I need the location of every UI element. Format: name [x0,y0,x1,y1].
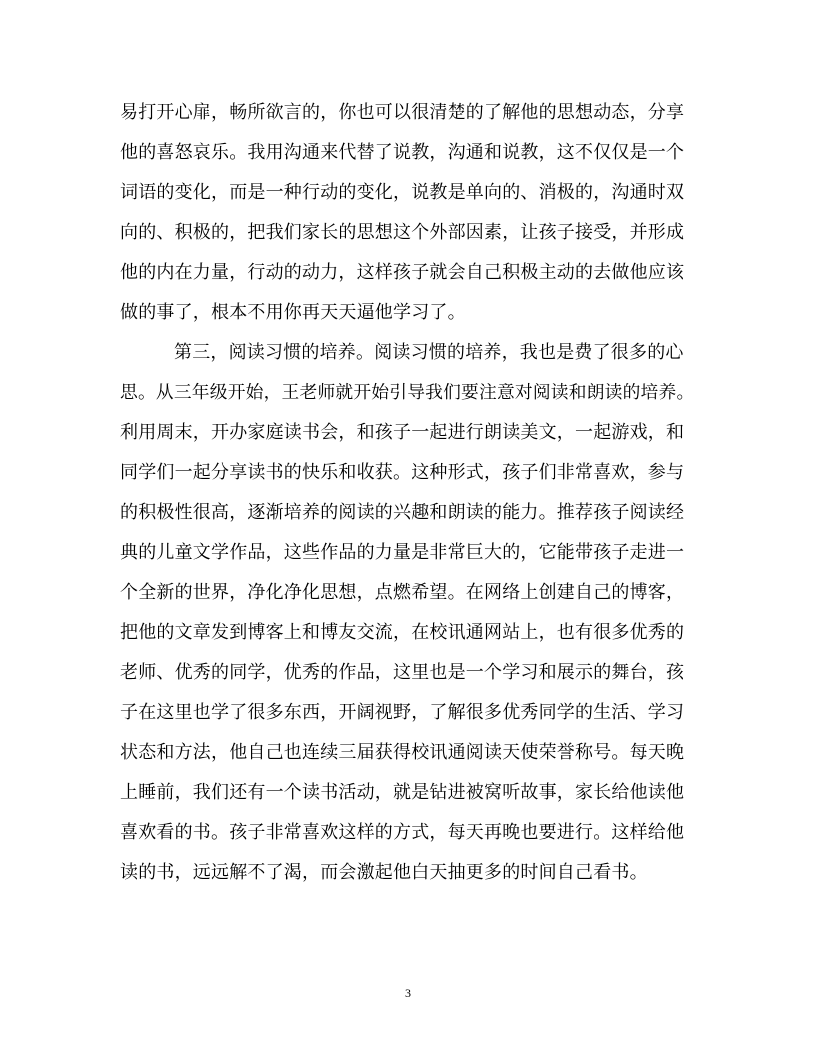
text-line: 思。从三年级开始，王老师就开始引导我们要注意对阅读和朗读的培养。 [120,383,695,403]
text-line: 读的书，远远解不了渴，而会激起他白天抽更多的时间自己看书。 [120,862,648,883]
text-line: 上睡前，我们还有一个读书活动，就是钻进被窝听故事，家长给他读他 [120,782,685,803]
text-line: 词语的变化，而是一种行动的变化，说教是单向的、消极的，沟通时双 [120,182,685,203]
text-line: 典的儿童文学作品，这些作品的力量是非常巨大的，它能带孩子走进一 [120,542,685,563]
text-line: 他的喜怒哀乐。我用沟通来代替了说教，沟通和说教，这不仅仅是一个 [120,142,685,163]
text-line: 向的、积极的，把我们家长的思想这个外部因素，让孩子接受，并形成 [120,222,685,243]
text-line: 做的事了，根本不用你再天天逼他学习了。 [120,302,466,323]
paragraph-first-line: 第三，阅读习惯的培养。阅读习惯的培养，我也是费了很多的心 [174,342,684,363]
text-line: 同学们一起分享读书的快乐和收获。这种形式，孩子们非常喜欢，参与 [120,462,685,483]
page-number: 3 [405,986,411,1000]
text-line: 个全新的世界，净化净化思想，点燃希望。在网络上创建自己的博客， [120,582,685,603]
text-line: 他的内在力量，行动的动力，这样孩子就会自己积极主动的去做他应该 [120,262,685,283]
text-line: 易打开心扉，畅所欲言的，你也可以很清楚的了解他的思想动态，分享 [120,102,685,123]
text-line: 的积极性很高，逐渐培养的阅读的兴趣和朗读的能力。推荐孩子阅读经 [120,502,685,523]
text-line: 利用周末，开办家庭读书会，和孩子一起进行朗读美文，一起游戏，和 [120,422,685,443]
text-line: 子在这里也学了很多东西，开阔视野，了解很多优秀同学的生活、学习 [120,702,685,723]
text-line: 状态和方法，他自己也连续三届获得校讯通阅读天使荣誉称号。每天晚 [120,742,685,763]
text-line: 喜欢看的书。孩子非常喜欢这样的方式，每天再晚也要进行。这样给他 [120,822,685,843]
text-line: 把他的文章发到博客上和博友交流，在校讯通网站上，也有很多优秀的 [120,622,685,643]
text-line: 老师、优秀的同学，优秀的作品，这里也是一个学习和展示的舞台，孩 [120,662,685,683]
